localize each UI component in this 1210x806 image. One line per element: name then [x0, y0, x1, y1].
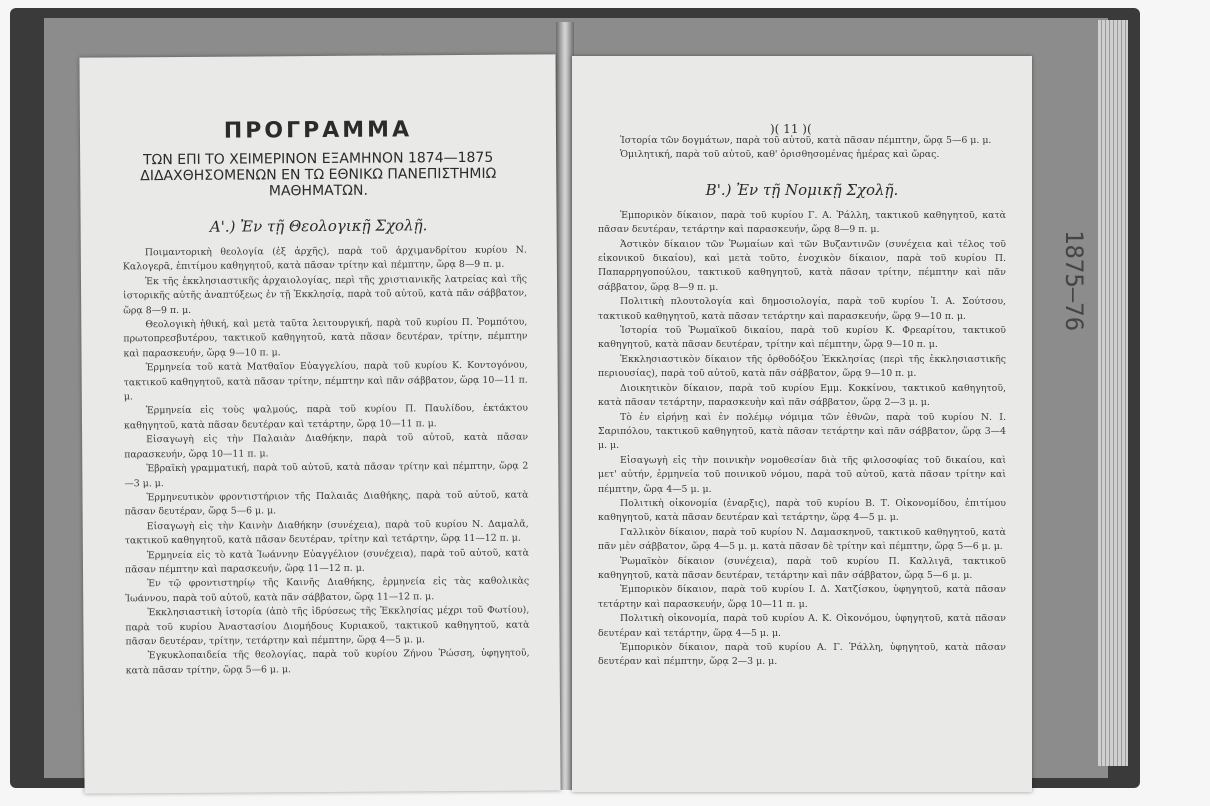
course-entry: Ἑρμηνεία τοῦ κατὰ Ματθαῖον Εὐαγγελίου, παρὰ τοῦ κυρίου Κ. Κοντογόνου, τακτικοῦ καθηγητοῦ, κατὰ πᾶσαν τρίτην, πέμπτην καὶ πᾶν σάββατον, ὥρᾳ 10—11 π. μ. [123, 359, 528, 403]
course-entry: Ἑβραϊκὴ γραμματική, παρὰ τοῦ αὐτοῦ, κατὰ πᾶσαν τρίτην καὶ πέμπτην, ὥρᾳ 2—3 μ. μ. [124, 460, 529, 489]
theology-section-heading: Α'.) Ἐν τῇ Θεολογικῇ Σχολῇ. [209, 216, 428, 236]
law-course-list [572, 209, 1032, 670]
left-page [79, 54, 560, 793]
course-entry: Πολιτικὴ οἰκονομία (ἐναρξις), παρὰ τοῦ κυρίου Β. Τ. Οἰκονομίδου, ἐπιτίμου καθηγητοῦ, κατὰ πᾶσαν δευτέραν καὶ τετάρτην, ὥρᾳ 4—5 μ. μ. [598, 497, 1006, 524]
course-entry: Πολιτικὴ πλουτολογία καὶ δημοσιολογία, παρὰ τοῦ κυρίου Ἰ. Α. Σούτσου, τακτικοῦ καθηγητοῦ, κατὰ πᾶσαν τετάρτην καὶ παρασκευήν, ὥρᾳ 9—10 π. μ. [598, 296, 1006, 322]
course-entry: Ὁμιλητική, παρὰ τοῦ αὐτοῦ, καθ' ὁρισθησομένας ἡμέρας καὶ ὥρας. [620, 149, 940, 161]
page-number: )( 11 )( [770, 122, 812, 136]
course-entry: Εἰσαγωγὴ εἰς τὴν Καινὴν Διαθήκην (συνέχεια), παρὰ τοῦ κυρίου Ν. Δαμαλᾶ, τακτικοῦ καθηγητοῦ, κατὰ πᾶσαν δευτέραν, τρίτην καὶ τετάρτην, ὥρᾳ 11—12 π. μ. [124, 518, 529, 547]
program-title: ΠΡΟΓΡΑΜΜΑ [223, 117, 413, 144]
course-entry: Ἐκκλησιαστικὴ ἱστορία (ἀπὸ τῆς ἱδρύσεως τῆς Ἐκκλησίας μέχρι τοῦ Φωτίου), παρὰ τοῦ κυρίου Ἀναστασίου Διομήδους Κυριακοῦ, τακτικοῦ καθηγητοῦ, κατὰ πᾶσαν δευτέραν, τρίτην, τετάρτην καὶ πέμπτην, ὥρᾳ 4—5 μ. μ. [125, 604, 530, 648]
handwritten-date-annotation: 1875—76 [1060, 230, 1088, 332]
course-entry: Εἰσαγωγὴ εἰς τὴν ποινικὴν νομοθεσίαν διὰ τῆς φιλοσοφίας τοῦ δικαίου, καὶ μετ' αὐτήν, ἑρμηνεία τοῦ ποινικοῦ νόμου, παρὰ τοῦ αὐτοῦ, κατὰ πᾶσαν τρίτην καὶ πέμπτην, ὥρᾳ 4—5 μ. μ. [598, 454, 1006, 495]
course-entry: Ἱστορία τοῦ Ῥωμαϊκοῦ δικαίου, παρὰ τοῦ κυρίου Κ. Φρεαρίτου, τακτικοῦ καθηγητοῦ, κατὰ πᾶσαν δευτέραν, τρίτην καὶ πέμπτην, ὥρᾳ 9—10 π. μ. [598, 325, 1006, 351]
program-subtitle: ΤΩΝ ΕΠΙ ΤΟ ΧΕΙΜΕΡΙΝΟΝ ΕΞΑΜΗΝΟΝ 1874—1875 ΔΙΔΑΧΘΗΣΟΜΕΝΩΝ ΕΝ ΤΩ ΕΘΝΙΚΩ ΠΑΝΕΠΙΣΤΗΜΙΩ ΜΑΘΗΜΑΤΩΝ. [140, 149, 497, 200]
course-entry: Πολιτικὴ οἰκονομία, παρὰ τοῦ κυρίου Α. Κ. Οἰκονόμου, ὑφηγητοῦ, κατὰ πᾶσαν δευτέραν καὶ τετάρτην, ὥρᾳ 4—5 μ. μ. [598, 613, 1006, 639]
course-entry: Θεολογικὴ ἠθική, καὶ μετὰ ταῦτα λειτουργική, παρὰ τοῦ κυρίου Π. Ῥομπότου, πρωτοπρεσβυτέρου, τακτικοῦ καθηγητοῦ, κατὰ πᾶσαν δευτέραν, τρίτην, πέμπτην καὶ παρασκευήν, ὥρᾳ 9—10 π. μ. [123, 316, 528, 360]
course-entry: Ἐμπορικὸν δίκαιον, παρὰ τοῦ κυρίου Α. Γ. Ῥάλλη, ὑφηγητοῦ, κατὰ πᾶσαν δευτέραν καὶ πέμπτην, ὥρᾳ 2—3 μ. μ. [598, 642, 1006, 668]
course-entry: Ἐμπορικὸν δίκαιον, παρὰ τοῦ κυρίου Ι. Δ. Χατζίσκου, ὑφηγητοῦ, κατὰ πᾶσαν τετάρτην καὶ παρασκευήν, ὥρᾳ 10—11 π. μ. [598, 584, 1006, 610]
course-entry: Ἑρμηνεία εἰς τοὺς ψαλμούς, παρὰ τοῦ κυρίου Π. Παυλίδου, ἐκτάκτου καθηγητοῦ, κατὰ πᾶσαν δευτέραν καὶ τετάρτην, ὥρᾳ 10—11 π. μ. [123, 403, 528, 432]
theology-course-list [81, 243, 560, 679]
course-entry: Ἐμπορικὸν δίκαιον, παρὰ τοῦ κυρίου Γ. Α. Ῥάλλη, τακτικοῦ καθηγητοῦ, κατὰ πᾶσαν δευτέραν, τετάρτην καὶ παρασκευήν, ὥρᾳ 8—9 π. μ. [598, 209, 1006, 236]
course-entry: Εἰσαγωγὴ εἰς τὴν Παλαιὰν Διαθήκην, παρὰ τοῦ αὐτοῦ, κατὰ πᾶσαν παρασκευήν, ὥρᾳ 10—11 π. μ. [124, 431, 529, 461]
course-entry: Ἐκ τῆς ἐκκλησιαστικῆς ἀρχαιολογίας, περὶ τῆς χριστιανικῆς λατρείας καὶ τῆς ἱστορικῆς αὐτῆς ἀναπτύξεως ἐν τῇ Ἐκκλησίᾳ, παρὰ τοῦ αὐτοῦ, κατὰ πᾶν σάββατον, ὥρᾳ 8—9 π. μ. [123, 273, 528, 316]
course-entry: Ἐκκλησιαστικὸν δίκαιον τῆς ὀρθοδόξου Ἐκκλησίας (περὶ τῆς ἐκκλησιαστικῆς περιουσίας), παρὰ τοῦ αὐτοῦ, κατὰ πᾶν σάββατον, ὥρᾳ 9—10 π. μ. [598, 353, 1006, 380]
course-entry: Ἐν τῷ φροντιστηρίῳ τῆς Καινῆς Διαθήκης, ἑρμηνεία εἰς τὰς καθολικὰς Ἰωάννου, παρὰ τοῦ αὐτοῦ, κατὰ πᾶν σάββατον, ὥρᾳ 11—12 π. μ. [125, 575, 530, 605]
course-entry: Ἑρμηνευτικὸν φροντιστήριον τῆς Παλαιᾶς Διαθήκης, παρὰ τοῦ αὐτοῦ, κατὰ πᾶσαν δευτέραν, ὥρᾳ 5—6 μ. μ. [124, 489, 529, 518]
course-entry: Ἐγκυκλοπαιδεία τῆς θεολογίας, παρὰ τοῦ κυρίου Ζήνου Ῥώσση, ὑφηγητοῦ, κατὰ πᾶσαν τρίτην, ὥρᾳ 5—6 μ. μ. [125, 647, 530, 677]
page-edges [1098, 20, 1128, 766]
law-section-heading: Β'.) Ἐν τῇ Νομικῇ Σχολῇ. [705, 180, 899, 199]
course-entry: Διοικητικὸν δίκαιον, παρὰ τοῦ κυρίου Εμμ. Κοκκίνου, τακτικοῦ καθηγητοῦ, κατὰ πᾶσαν τετάρτην, παρασκευὴν καὶ πᾶν σάββατον, ὥρᾳ 2—3 μ. μ. [598, 382, 1006, 409]
course-entry: Ἀστικὸν δίκαιον τῶν Ῥωμαίων καὶ τῶν Βυζαντινῶν (συνέχεια καὶ τέλος τοῦ εἰκονικοῦ δικαίου), καὶ μετὰ τοῦτο, ἐνοχικὸν δίκαιον, παρὰ τοῦ κυρίου Π. Παπαρρηγοπούλου, τακτικοῦ καθηγητοῦ, κατὰ πᾶσαν τρίτην, πέμπτην καὶ πᾶν σάββατον, ὥρᾳ 8—9 π. μ. [598, 238, 1006, 293]
course-entry: Ἑρμηνεία εἰς τὸ κατὰ Ἰωάννην Εὐαγγέλιον (συνέχεια), παρὰ τοῦ αὐτοῦ, κατὰ πᾶσαν πέμπτην καὶ παρασκευήν, ὥρᾳ 11—12 π. μ. [124, 547, 529, 576]
course-entry: Ῥωμαϊκὸν δίκαιον (συνέχεια), παρὰ τοῦ κυρίου Π. Καλλιγᾶ, τακτικοῦ καθηγητοῦ, κατὰ πᾶσαν δευτέραν, τετάρτην καὶ πᾶν σάββατον, ὥρᾳ 5—6 μ. μ. [598, 555, 1006, 581]
course-entry: Γαλλικὸν δίκαιον, παρὰ τοῦ κυρίου Ν. Δαμασκηνοῦ, τακτικοῦ καθηγητοῦ, κατὰ πᾶν μὲν σάββατον, ὥρᾳ 4—5 μ. μ. κατὰ πᾶσαν δὲ τρίτην καὶ πέμπτην, ὥρᾳ 5—6 μ. μ. [598, 526, 1006, 553]
course-entry: Ποιμαντορικὴ θεολογία (ἐξ ἀρχῆς), παρὰ τοῦ ἀρχιμανδρίτου κυρίου Ν. Καλογερᾶ, ἐπιτίμου καθηγητοῦ, κατὰ πᾶσαν τρίτην καὶ πέμπτην, ὥρᾳ 8—9 π. μ. [122, 244, 527, 273]
right-page [572, 56, 1032, 792]
course-entry: Τὸ ἐν εἰρήνῃ καὶ ἐν πολέμῳ νόμιμα τῶν ἐθνῶν, παρὰ τοῦ κυρίου Ν. Ι. Σαριπόλου, τακτικοῦ καθηγητοῦ, κατὰ πᾶσαν τετάρτην καὶ πᾶν σάββατον, ὥρᾳ 3—4 μ. μ. [598, 411, 1006, 452]
course-entry: Ἱστορία τῶν δογμάτων, παρὰ τοῦ αὐτοῦ, κατὰ πᾶσαν πέμπτην, ὥρᾳ 5—6 μ. μ. [620, 135, 992, 146]
